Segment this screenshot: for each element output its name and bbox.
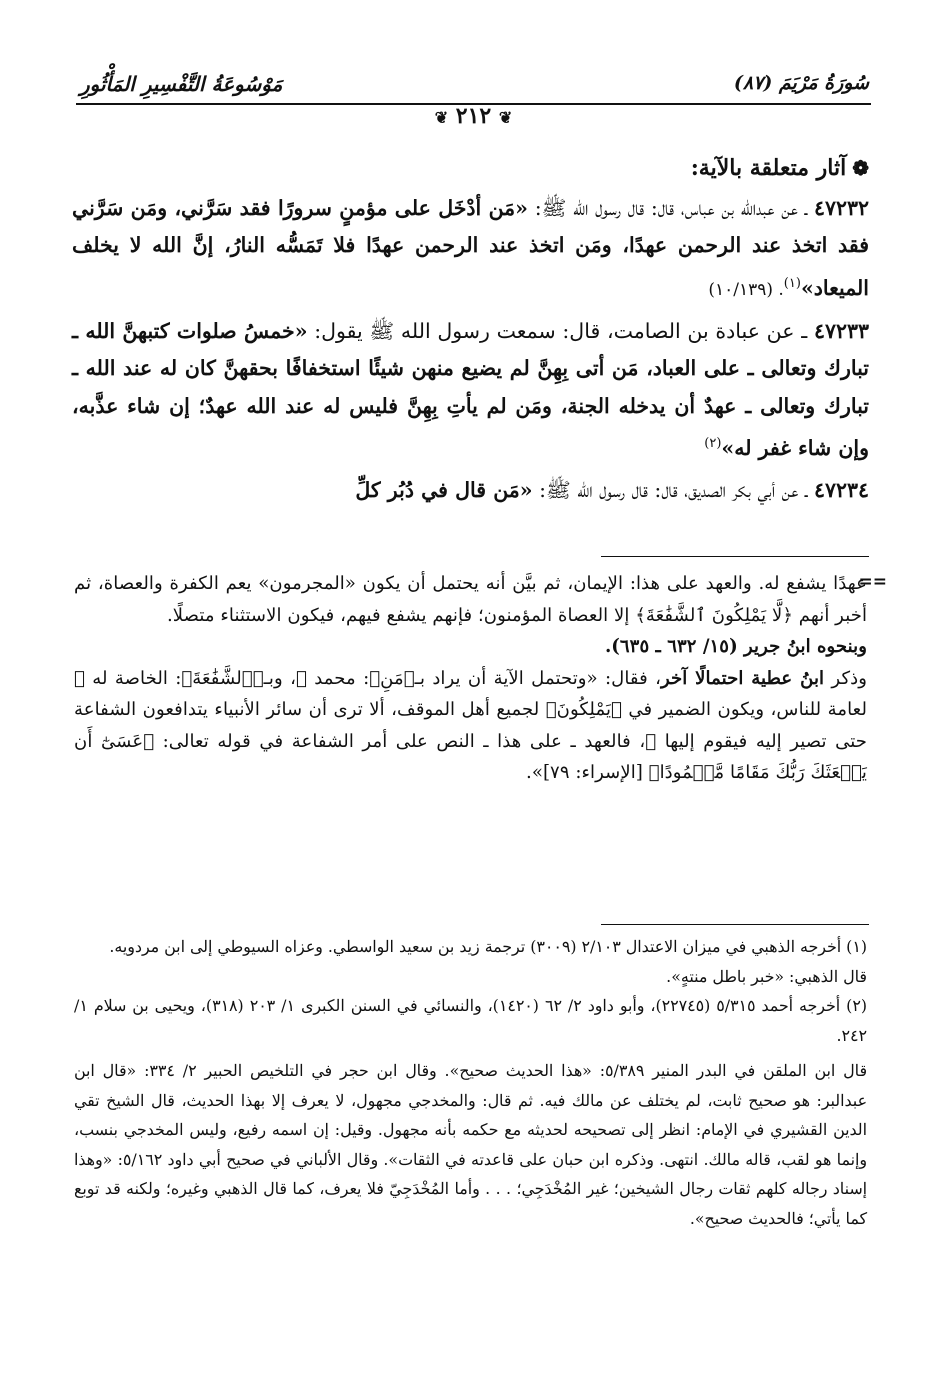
footnotes-separator bbox=[601, 924, 869, 925]
footnote-2: (٢) أخرجه أحمد ٥/٣١٥ (٢٢٧٤٥)، وأبو داود ٢/ ٦٢ (١٤٢٠)، والنسائي في السنن الكبرى ١/ ٢٠٣ (٣١٨)، ويحيى بن سلام ١/ ٢٤٢. bbox=[74, 996, 867, 1045]
surah-title: سُورَةُ مَرْيَمَ (٨٧) bbox=[733, 72, 869, 94]
section-heading-text: آثار متعلقة بالآية: bbox=[690, 155, 847, 181]
footnote-marker[interactable]: (٢) bbox=[704, 436, 722, 452]
note-paragraph bbox=[74, 631, 867, 663]
footnote-marker[interactable]: (١) bbox=[783, 275, 801, 291]
hadith-number: ٤٧٢٣٢ bbox=[813, 195, 869, 220]
hadith-number: ٤٧٢٣٣ bbox=[813, 318, 870, 343]
ornament-icon: ❦ bbox=[498, 108, 513, 127]
hadith-intro: ـ عن عبادة بن الصامت، قال: سمعت رسول الله ﷺ يقول: bbox=[307, 318, 814, 343]
footnote-2-comment: قال ابن الملقن في البدر المنير ٥/٣٨٩: «هذا الحديث صحيح». وقال ابن حجر في التلخيص الحبير ٢/ ٣٣٤: «قال ابن عبدالبر: هو صحيح ثابت، لم يختلف عن مالك فيه. ثم قال: والمخدجي مجهول، لا يعرف إلا بهذا الحديث، قال الشيخ تقي الدين القشيري في الإمام: انظر إلى تصحيحه لحديثه مع حكمه بأنه مجهول. وقيل: إن اسمه رفيع، وليس المخدجي بنسب، وإنما هو لقب، قاله مالك. انتهى. وذكره ابن حبان على قاعدته في الثقات». وقال الألباني في صحيح أبي داود ٥/١٦٢: «وهذا إسناد رجاله كلهم ثقات رجال الشيخين؛ غير المُخْدَجِي؛ . . . وأما المُخْدَجِيّ فلا يعرف، كما قال الذهبي وغيره؛ ولكنه قد توبع كما يأتي؛ فالحديث صحيح». bbox=[74, 1061, 867, 1228]
page-number-value: ٢١٢ bbox=[455, 103, 492, 129]
continuation-mark: == bbox=[858, 572, 887, 592]
note-source: ابنُ عطية احتمالًا آخر bbox=[660, 667, 825, 689]
hadith-number: ٤٧٢٣٤ bbox=[813, 477, 869, 502]
hadith-intro: ـ عن عبدالله بن عباس، قال: قال رسول الله ﷺ: bbox=[527, 195, 814, 220]
note-source: وبنحوه ابنُ جرير (١٥/ ٦٣٢ ـ ٦٣٥). bbox=[604, 636, 867, 657]
hadith-intro: ـ عن أبي بكر الصديق، قال: قال رسول الله ﷺ: bbox=[532, 477, 814, 502]
volume-reference: . (١٠/١٣٩) bbox=[708, 279, 784, 300]
hadith-quote: «خمسُ صلوات كتبهنَّ الله ـ تبارك وتعالى ـ على العباد، مَن أتى بِهِنَّ لم يضيع منهن شيئًا استخفافًا بحقهنَّ كان له عند الله ـ تبارك وتعالى ـ عهدٌ أن يدخله الجنة، ومَن لم يأتِ بِهِنَّ فليس له عند الله عهدٌ؛ إن شاء عذَّبه، وإن شاء غفر له» bbox=[72, 318, 869, 461]
notes-separator bbox=[601, 556, 869, 557]
flower-icon: ❁ bbox=[852, 156, 869, 180]
footnotes bbox=[74, 932, 867, 1233]
hadith-entry bbox=[72, 313, 869, 468]
hadith-entry bbox=[72, 472, 869, 510]
hadith-quote: «مَن قال في دُبُر كلِّ bbox=[355, 477, 533, 502]
note-text: ، فقال: «وتحتمل الآية أن يراد بـ﴿مَنِ﴾: محمد ﷺ، وبـ﴿ٱلشَّفَٰعَةَ﴾: الخاصة له ﷺ لعامة للناس، ويكون الضمير في ﴿يَمْلِكُونَ﴾ لجميع أهل الموقف، ألا ترى أن سائر الأنبياء يتدافعون الشفاعة حتى تصير إليه فيقوم إليها ﷺ، فالعهد ـ على هذا ـ النص على أمر الشفاعة في قوله تعالى: ﴿عَسَىٰٓ أَن يَبۡعَثَكَ رَبُّكَ مَقَامًا مَّحۡمُودًا﴾ [الإسراء: ٧٩]». bbox=[74, 667, 867, 783]
section-heading bbox=[72, 150, 869, 188]
footnote-1-comment: قال الذهبي: «خبر باطل منتهٍ». bbox=[666, 966, 867, 986]
note-paragraph: عهدًا يشفع له. والعهد على هذا: الإيمان، ثم بيَّن أنه يحتمل أن يكون «المجرمون» يعم الكفرة والعصاة، ثم أخبر أنهم ﴿لَّا يَمْلِكُونَ ٱلشَّفَٰعَةَ﴾ إلا العصاة المؤمنون؛ فإنهم يشفع فيهم، فيكون الاستثناء متصلًا. bbox=[74, 573, 867, 626]
book-title: مَوْسُوعَةُ التَّفْسِيرِ المَأْثُورِ bbox=[80, 72, 283, 96]
hadith-entry bbox=[72, 190, 869, 309]
note-text: وذكر bbox=[824, 667, 868, 689]
ornament-icon: ❦ bbox=[434, 108, 449, 127]
main-text bbox=[72, 150, 869, 509]
note-paragraph bbox=[74, 663, 867, 789]
commentary-notes bbox=[74, 568, 867, 789]
page-number bbox=[0, 103, 947, 129]
footnote-1: (١) أخرجه الذهبي في ميزان الاعتدال ٢/١٠٣ (٣٠٠٩) ترجمة زيد بن سعيد الواسطي. وعزاه السيوطي إلى ابن مردويه. bbox=[109, 937, 867, 956]
hadith-quote: «مَن أدْخَل على مؤمنٍ سرورًا فقد سَرَّني، ومَن سَرَّني فقد اتخذ عند الرحمن عهدًا، ومَن اتخذ عند الرحمن عهدًا فلا تَمَسُّه النارُ، إنَّ الله لا يخلف الميعاد» bbox=[72, 195, 869, 300]
